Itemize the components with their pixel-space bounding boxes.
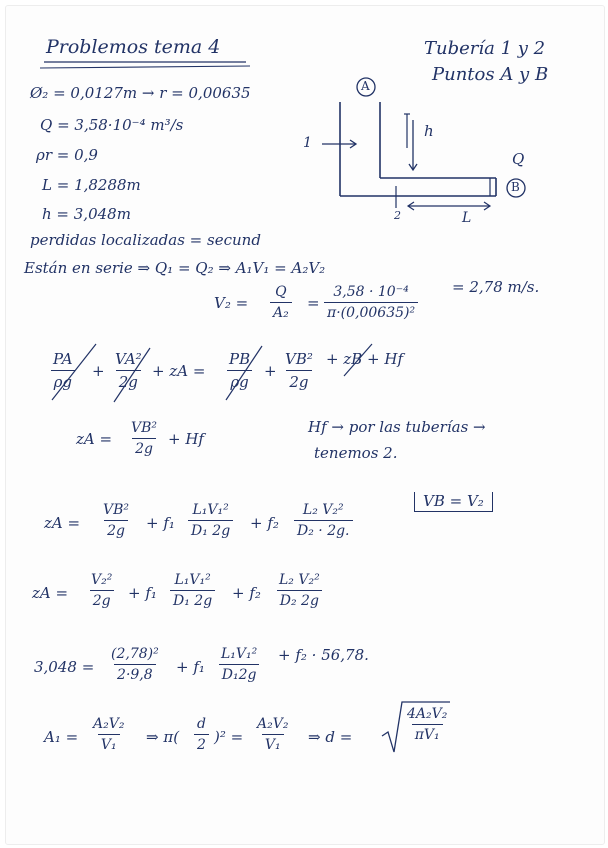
bernoulli-term-vb: $\frac{\text{VB²}}{2g}$ xyxy=(285,350,313,391)
area-eq-arrow-2: ⇒ d = xyxy=(308,728,353,746)
v2-result: = 2,78 m/s. xyxy=(452,278,540,296)
diagram-label-h: h xyxy=(424,122,434,140)
subtitle-pipes: Tubería 1 y 2 xyxy=(424,38,546,59)
bernoulli-term-va: $\frac{\text{VA²}}{2g}$ xyxy=(115,350,142,391)
za-eq2-term-b: $\frac{\text{L₁V₁²}}{\text{D₁ 2g}}$ xyxy=(188,502,233,539)
num-eq-term-b: $\frac{\text{L₁V₁²}}{\text{D₁2g}}$ xyxy=(218,646,260,683)
za-eq1-hf: + Hf xyxy=(168,430,204,448)
diagram-label-2: 2 xyxy=(394,209,401,222)
given-rho: ρr = 0,9 xyxy=(36,146,98,164)
diagram-label-q: Q xyxy=(512,150,525,168)
area-eq-arrow-1: ⇒ π( xyxy=(146,728,180,746)
bernoulli-term-za: + zA = xyxy=(152,362,206,380)
za-eq3-term-c: $\frac{\text{L₂ V₂²}}{\text{D₂ 2g}}$ xyxy=(276,572,323,609)
za-eq2-f1: + f₁ xyxy=(146,514,175,532)
num-eq-rest: + f₂ · 56,78. xyxy=(278,646,369,664)
bernoulli-term-pb: $\frac{PB}{\rho g}$ xyxy=(229,350,251,391)
area-eq-term-a: $\frac{\text{A₂V₂}}{\text{V₁}}$ xyxy=(93,716,125,753)
given-height: h = 3,048m xyxy=(42,205,131,223)
subtitle-points: Puntos A y B xyxy=(432,64,549,85)
za-eq1-lhs: zA = xyxy=(76,430,113,448)
bernoulli-term-zb-hf: + zB + Hf xyxy=(326,350,403,368)
za-eq1-fraction: $\frac{\text{VB²}}{2g}$ xyxy=(131,420,158,457)
note-line-2: tenemos 2. xyxy=(314,444,398,462)
diagram-label-1: 1 xyxy=(303,135,312,151)
num-eq-f1: + f₁ xyxy=(176,658,205,676)
losses-statement: perdidas localizadas = secund xyxy=(30,231,261,249)
za-eq3-term-b: $\frac{\text{L₁V₁²}}{\text{D₁ 2g}}$ xyxy=(170,572,215,609)
bernoulli-plus-2: + xyxy=(264,362,277,380)
num-eq-lhs: 3,048 = xyxy=(34,658,95,676)
za-eq3-term-a: $\frac{\text{V₂²}}{2g}$ xyxy=(91,572,113,609)
v2-fraction-q: $\frac{Q}{\text{A₂}}$ xyxy=(270,284,292,321)
za-eq3-f1: + f₁ xyxy=(128,584,157,602)
za-eq2-lhs: zA = xyxy=(44,514,81,532)
num-eq-term-a: $\frac{\text{(2,78)²}}{2\cdot 9,8}$ xyxy=(111,646,159,683)
given-diameter: Ø₂ = 0,0127m → r = 0,00635 xyxy=(30,84,251,102)
area-eq-term-c: $\frac{\text{A₂V₂}}{\text{V₁}}$ xyxy=(257,716,289,753)
bernoulli-term-pa: $\frac{PA}{\rho g}$ xyxy=(50,350,76,391)
za-eq2-f2: + f₂ xyxy=(250,514,279,532)
za-eq2-term-c: $\frac{\text{L₂ V₂²}}{\text{D₂ · 2g.}}$ xyxy=(294,502,353,539)
area-eq-root-fraction: $\frac{\text{4A₂V₂}}{\text{πV₁}}$ xyxy=(407,706,448,743)
diagram-label-b: B xyxy=(511,180,520,194)
za-eq3-f2: + f₂ xyxy=(232,584,261,602)
bernoulli-plus-1: + xyxy=(92,362,105,380)
v2-equals: = xyxy=(307,294,320,312)
diagram-label-l: L xyxy=(462,210,472,226)
given-flow: Q = 3,58·10⁻⁴ m³/s xyxy=(40,116,184,134)
za-eq3-lhs: zA = xyxy=(32,584,69,602)
page-title: Problemos tema 4 xyxy=(46,36,221,58)
za-eq2-term-a: $\frac{\text{VB²}}{2g}$ xyxy=(103,502,130,539)
boxed-velocity-equality: VB = V₂ xyxy=(414,492,493,512)
area-eq-term-d: $\frac{d}{2}$ xyxy=(194,716,209,753)
v2-fraction-numeric: $\frac{\text{3,58 · 10⁻⁴}}{\text{π·(0,00635)²}}$ xyxy=(324,284,418,321)
area-eq-mid: )² = xyxy=(214,728,244,746)
series-statement: Están en serie ⇒ Q₁ = Q₂ ⇒ A₁V₁ = A₂V₂ xyxy=(24,259,326,277)
given-length: L = 1,8288m xyxy=(42,176,141,194)
v2-lhs: V₂ = xyxy=(214,294,249,312)
area-eq-lhs: A₁ = xyxy=(44,728,79,746)
diagram-label-a: A xyxy=(361,79,370,93)
note-line-1: Hf → por las tuberías → xyxy=(308,418,486,436)
